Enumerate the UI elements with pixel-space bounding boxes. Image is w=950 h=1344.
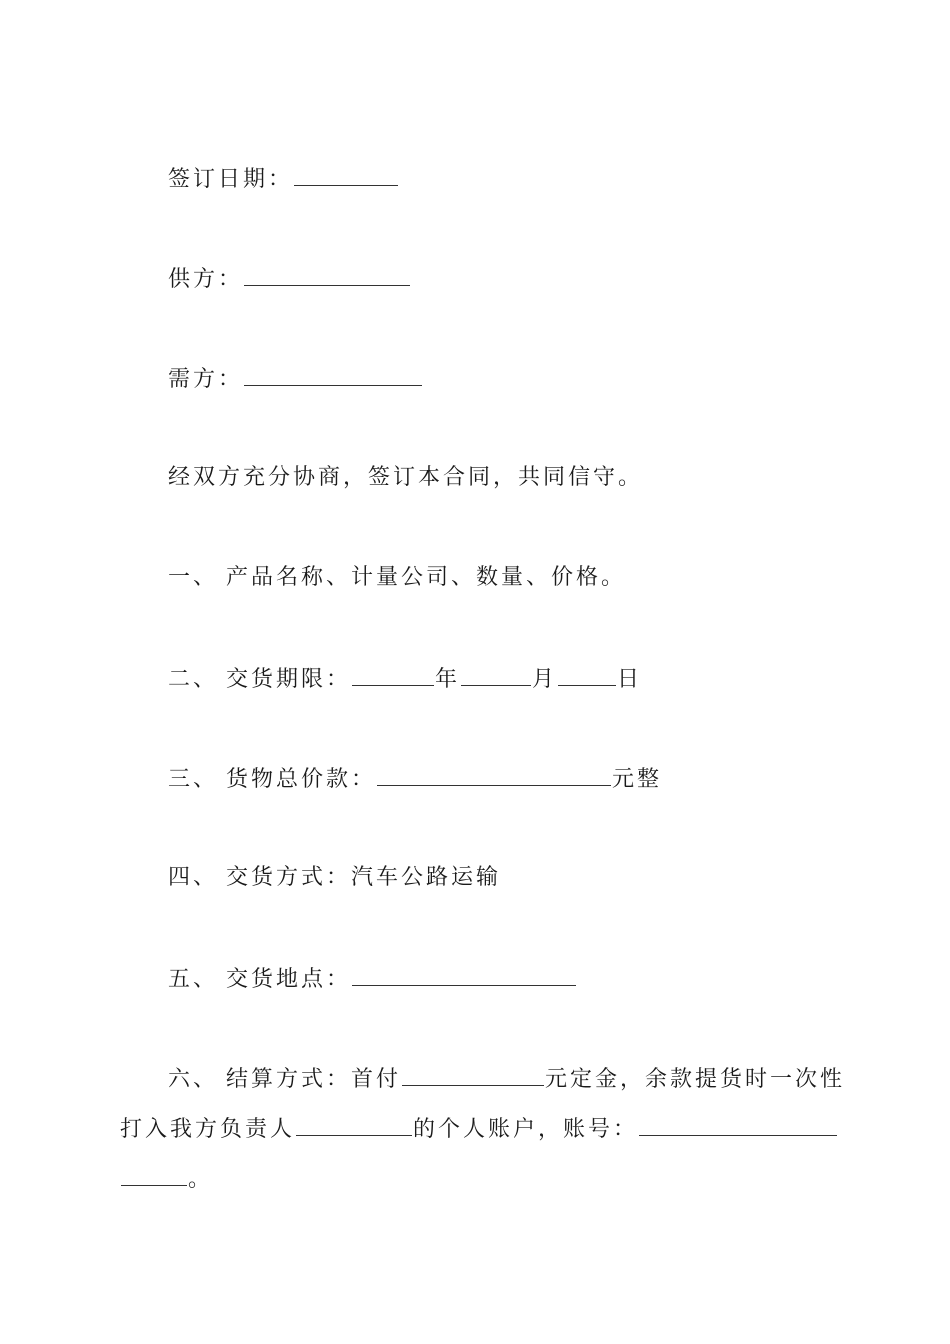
total-price-label: 货物总价款：: [226, 767, 377, 792]
delivery-place-blank: [352, 963, 576, 986]
account-blank-continued: [121, 1163, 187, 1186]
clause-text: 交货方式：汽车公路运输: [226, 865, 502, 890]
day-label: 日: [617, 667, 643, 692]
delivery-place-label: 交货地点：: [226, 967, 352, 992]
clause-number: 二、: [168, 667, 219, 692]
buyer-line: [168, 363, 423, 395]
buyer-label: 需方：: [168, 367, 244, 392]
settlement-label: 结算方式：首付: [226, 1067, 402, 1092]
month-blank: [461, 663, 531, 686]
clause-4: [168, 863, 501, 893]
year-blank: [352, 663, 434, 686]
responsible-person-blank: [296, 1113, 412, 1136]
sign-date-line: [168, 163, 399, 195]
month-label: 月: [532, 667, 558, 692]
clause-number: 六、: [168, 1067, 219, 1092]
sign-date-label: 签订日期：: [168, 167, 294, 192]
buyer-blank: [244, 363, 422, 386]
supplier-label: 供方：: [168, 267, 244, 292]
settlement-continued: 元定金，余款提货时一次性: [545, 1067, 846, 1092]
clause-3: [168, 763, 662, 795]
clause-6: [168, 1063, 845, 1095]
supplier-line: [168, 263, 411, 295]
line-end: 。: [188, 1167, 214, 1192]
intro-paragraph: [168, 463, 643, 493]
account-blank: [639, 1113, 837, 1136]
year-label: 年: [435, 667, 461, 692]
account-label: 的个人账户，账号：: [413, 1117, 639, 1142]
clause-1: [168, 563, 626, 593]
day-blank: [558, 663, 616, 686]
clause-number: 三、: [168, 767, 219, 792]
clause-6-line-2: [120, 1113, 838, 1145]
supplier-blank: [244, 263, 410, 286]
total-price-blank: [377, 763, 611, 786]
clause-5: [168, 963, 577, 995]
clause-2: [168, 663, 642, 695]
delivery-period-label: 交货期限：: [226, 667, 352, 692]
clause-text: 产品名称、计量公司、数量、价格。: [226, 565, 627, 590]
clause-6-line-3: [120, 1163, 213, 1195]
clause-number: 四、: [168, 865, 219, 890]
sign-date-blank: [294, 163, 398, 186]
responsible-person-label: 打入我方负责人: [120, 1117, 296, 1142]
intro-text: 经双方充分协商，签订本合同，共同信守。: [168, 465, 644, 490]
deposit-blank: [402, 1063, 544, 1086]
total-price-suffix: 元整: [612, 767, 663, 792]
clause-number: 一、: [168, 565, 219, 590]
clause-number: 五、: [168, 967, 219, 992]
